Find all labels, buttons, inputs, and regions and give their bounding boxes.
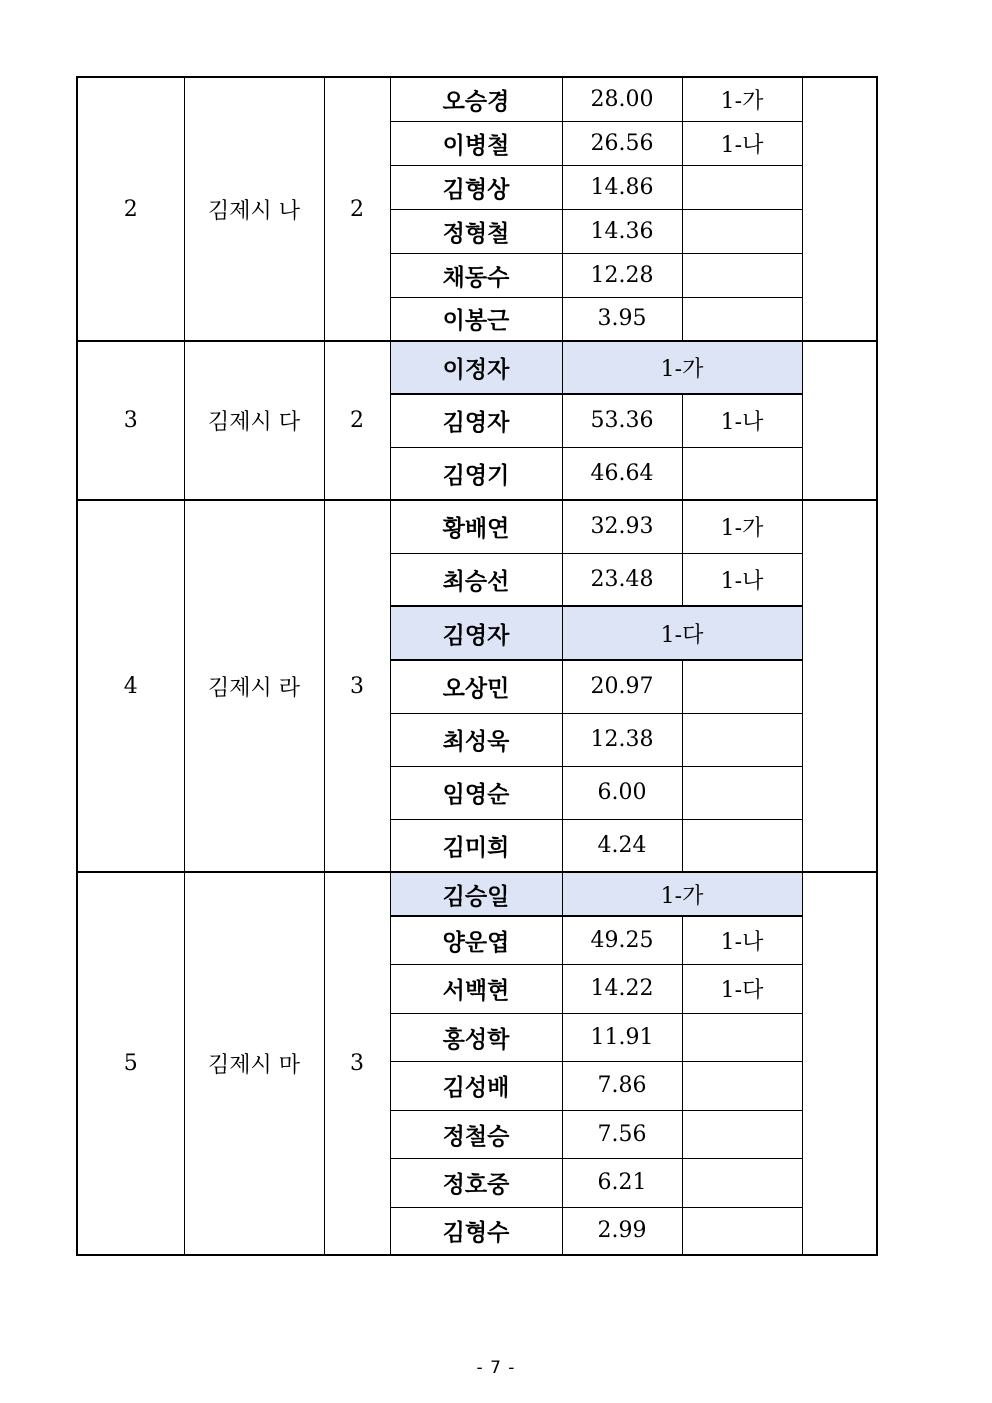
candidate-name: 이정자 [390,341,562,394]
rank-label [682,1013,802,1061]
district-number: 2 [77,77,184,341]
candidate-name: 김영자 [390,394,562,447]
district-number: 5 [77,872,184,1255]
vote-rate: 49.25 [562,916,682,964]
rank-label [682,447,802,500]
vote-rate: 6.00 [562,766,682,819]
vote-rate: 11.91 [562,1013,682,1061]
rank-label: 1-가 [682,77,802,121]
rank-label [682,297,802,341]
rank-label: 1-가 [562,872,802,916]
note-cell [802,872,877,1255]
candidate-name: 김형수 [390,1207,562,1255]
rank-label [682,253,802,297]
rank-label: 1-다 [562,606,802,660]
note-cell [802,341,877,500]
rank-label: 1-나 [682,394,802,447]
rank-label [682,165,802,209]
candidate-name: 오상민 [390,660,562,713]
candidate-name: 서백현 [390,964,562,1013]
rank-label: 1-다 [682,964,802,1013]
vote-rate: 4.24 [562,819,682,872]
table-row [77,77,877,121]
vote-rate: 14.86 [562,165,682,209]
district-name: 김제시 라 [184,500,324,872]
vote-rate: 12.28 [562,253,682,297]
candidate-name: 김영기 [390,447,562,500]
vote-rate: 46.64 [562,447,682,500]
candidate-name: 채동수 [390,253,562,297]
vote-rate: 53.36 [562,394,682,447]
candidate-name: 김승일 [390,872,562,916]
vote-rate: 32.93 [562,500,682,553]
district-number: 3 [77,341,184,500]
vote-rate: 14.22 [562,964,682,1013]
district-name: 김제시 다 [184,341,324,500]
candidate-name: 임영순 [390,766,562,819]
page-number: - 7 - [476,1358,516,1378]
rank-label [682,819,802,872]
table-row [77,872,877,916]
note-cell [802,500,877,872]
rank-label [682,209,802,253]
seat-count: 2 [324,341,390,500]
rank-label: 1-나 [682,121,802,165]
district-name: 김제시 나 [184,77,324,341]
candidate-name: 오승경 [390,77,562,121]
vote-rate: 3.95 [562,297,682,341]
candidate-name: 정철승 [390,1110,562,1158]
table-row [77,341,877,394]
vote-rate: 23.48 [562,553,682,606]
candidate-name: 정형철 [390,209,562,253]
candidate-name: 양운엽 [390,916,562,964]
rank-label [682,1061,802,1110]
candidate-name: 이병철 [390,121,562,165]
candidate-name: 김형상 [390,165,562,209]
seat-count: 3 [324,872,390,1255]
rank-label: 1-나 [682,553,802,606]
election-results-table [76,76,878,1256]
district-group [77,872,877,1255]
rank-label [682,713,802,766]
candidate-name: 이봉근 [390,297,562,341]
seat-count: 2 [324,77,390,341]
vote-rate: 6.21 [562,1158,682,1207]
rank-label [682,766,802,819]
vote-rate: 12.38 [562,713,682,766]
rank-label [682,1207,802,1255]
rank-label [682,1158,802,1207]
vote-rate: 7.86 [562,1061,682,1110]
vote-rate: 20.97 [562,660,682,713]
vote-rate: 14.36 [562,209,682,253]
candidate-name: 홍성학 [390,1013,562,1061]
candidate-name: 최승선 [390,553,562,606]
rank-label [682,660,802,713]
district-group [77,500,877,872]
vote-rate: 7.56 [562,1110,682,1158]
seat-count: 3 [324,500,390,872]
district-number: 4 [77,500,184,872]
rank-label: 1-가 [682,500,802,553]
candidate-name: 정호중 [390,1158,562,1207]
candidate-name: 김영자 [390,606,562,660]
district-group [77,77,877,341]
district-name: 김제시 마 [184,872,324,1255]
candidate-name: 황배연 [390,500,562,553]
rank-label [682,1110,802,1158]
vote-rate: 28.00 [562,77,682,121]
rank-label: 1-나 [682,916,802,964]
candidate-name: 김성배 [390,1061,562,1110]
candidate-name: 김미희 [390,819,562,872]
vote-rate: 26.56 [562,121,682,165]
rank-label: 1-가 [562,341,802,394]
table-row [77,500,877,553]
vote-rate: 2.99 [562,1207,682,1255]
note-cell [802,77,877,341]
district-group [77,341,877,500]
candidate-name: 최성욱 [390,713,562,766]
